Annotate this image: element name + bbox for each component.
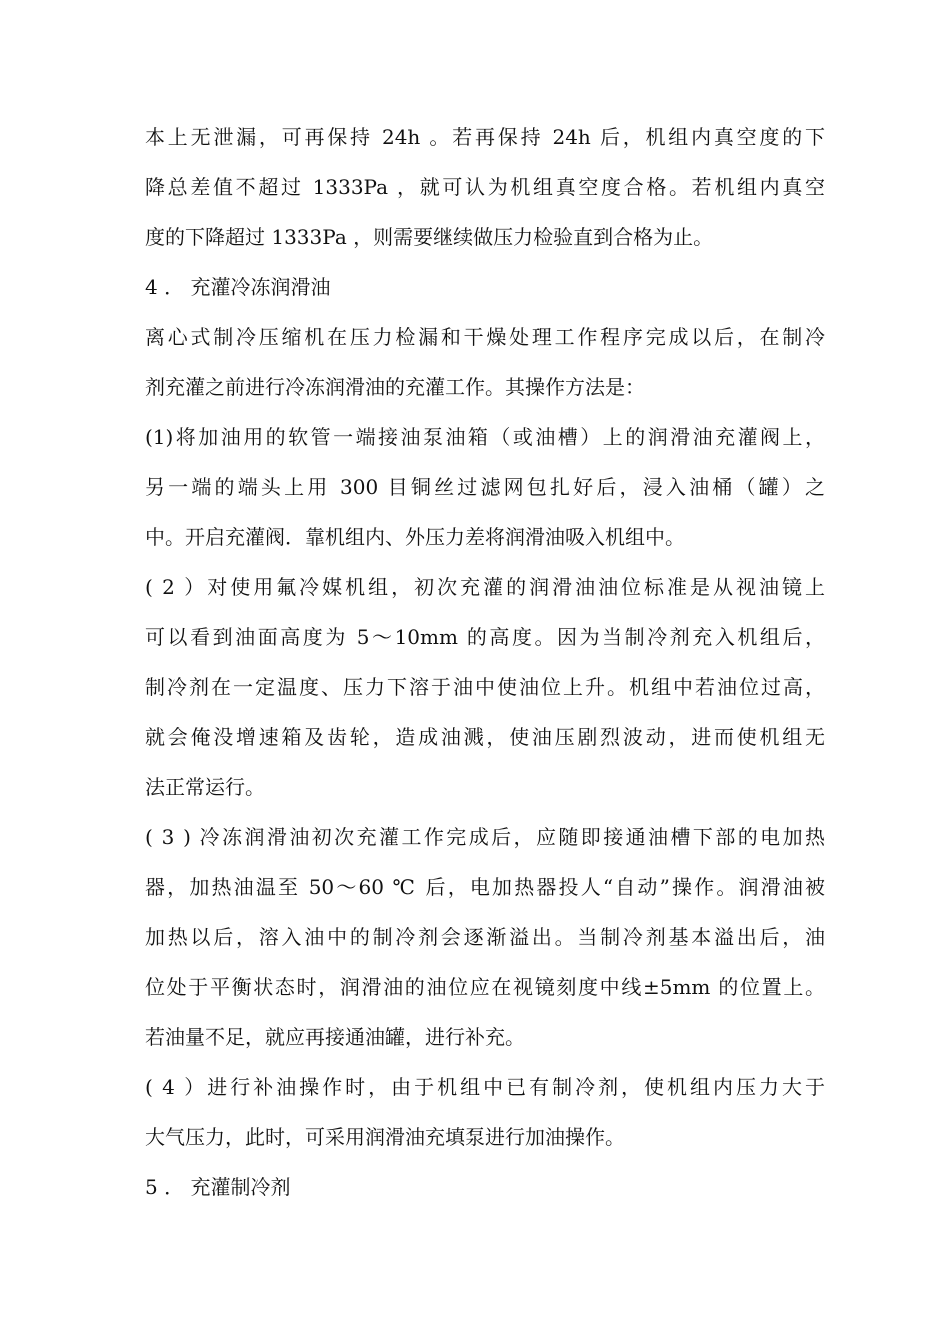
text-line: ( 3 ) 冷冻润滑油初次充灌工作完成后，应随即接通油槽下部的电加热 <box>145 825 825 849</box>
text-line: 本上无泄漏，可再保持 24h 。若再保持 24h 后，机组内真空度的下 <box>145 125 825 149</box>
text-line: 离心式制冷压缩机在压力检漏和干燥处理工作程序完成以后，在制冷 <box>145 325 825 349</box>
text-line: 可以看到油面高度为 5～10mm 的高度。因为当制冷剂充入机组后， <box>145 625 825 649</box>
text-line: 降总差值不超过 1333Pa ，就可认为机组真空度合格。若机组内真空 <box>145 175 825 199</box>
text-line: 就会俺没增速箱及齿轮，造成油溅，使油压剧烈波动，进而使机组无 <box>145 725 825 749</box>
text-line: 4 ． 充灌冷冻润滑油 <box>145 275 331 299</box>
text-line: 度的下降超过 1333Pa ，则需要继续做压力检验直到合格为止。 <box>145 225 714 249</box>
text-line: 器，加热油温至 50～60 ℃ 后，电加热器投人“自动”操作。润滑油被 <box>145 875 825 899</box>
text-line: 5 ． 充灌制冷剂 <box>145 1175 291 1199</box>
text-line: ( 2 ）对使用氟冷媒机组，初次充灌的润滑油油位标准是从视油镜上 <box>145 575 825 599</box>
text-line: 剂充灌之前进行冷冻润滑油的充灌工作。其操作方法是： <box>145 375 645 399</box>
text-line: 大气压力，此时，可采用润滑油充填泵进行加油操作。 <box>145 1125 625 1149</box>
document-body <box>145 112 825 1212</box>
text-line: ( 4 ）进行补油操作时，由于机组中已有制冷剂，使机组内压力大于 <box>145 1075 825 1099</box>
text-line: 另一端的端头上用 300 目铜丝过滤网包扎好后，浸入油桶（罐）之 <box>145 475 825 499</box>
text-line: 中。开启充灌阀．靠机组内、外压力差将润滑油吸入机组中。 <box>145 525 685 549</box>
text-line: (1)将加油用的软管一端接油泵油箱（或油槽）上的润滑油充灌阀上， <box>145 425 825 449</box>
text-line: 加热以后，溶入油中的制冷剂会逐渐溢出。当制冷剂基本溢出后，油 <box>145 925 825 949</box>
text-line: 位处于平衡状态时，润滑油的油位应在视镜刻度中线±5mm 的位置上。 <box>145 975 825 999</box>
text-line: 若油量不足，就应再接通油罐，进行补充。 <box>145 1025 525 1049</box>
text-line: 法正常运行。 <box>145 775 265 799</box>
text-line: 制冷剂在一定温度、压力下溶于油中使油位上升。机组中若油位过高， <box>145 675 825 699</box>
